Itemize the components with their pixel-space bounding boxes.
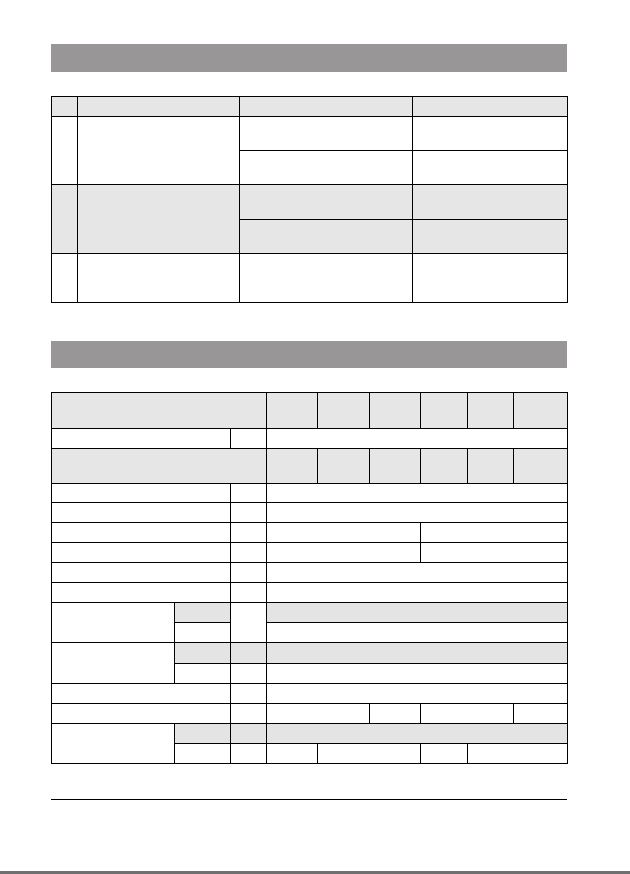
table-cell <box>240 117 413 151</box>
footer-rule <box>51 799 567 800</box>
table-cell <box>421 449 468 484</box>
table-cell <box>231 704 267 724</box>
table-cell <box>421 393 468 429</box>
table-cell <box>370 393 421 429</box>
table-cell <box>413 219 568 253</box>
table-cell <box>231 684 267 704</box>
table-cell <box>231 583 267 603</box>
table-cell <box>413 151 568 185</box>
table-cell <box>318 449 370 484</box>
table-cell <box>413 117 568 151</box>
table-cell <box>468 449 514 484</box>
table-cell <box>231 643 267 664</box>
table-cell <box>175 664 231 684</box>
table-cell <box>52 704 231 724</box>
table-cell <box>231 744 267 764</box>
table-cell <box>52 583 231 603</box>
table-2 <box>51 392 568 764</box>
table-cell <box>267 503 568 523</box>
table-cell <box>52 543 231 563</box>
table-row <box>52 603 568 623</box>
table-cell <box>52 684 231 704</box>
table-row <box>52 117 568 151</box>
table-row <box>52 393 568 429</box>
table-cell <box>231 724 267 744</box>
table-cell <box>78 185 240 253</box>
table-cell <box>267 429 568 449</box>
table-cell <box>267 583 568 603</box>
table-cell <box>468 744 568 764</box>
table-cell <box>175 623 231 643</box>
table-cell <box>468 393 514 429</box>
table-cell <box>231 563 267 583</box>
table-cell <box>240 185 413 219</box>
table-cell <box>175 744 231 764</box>
table-row <box>52 523 568 543</box>
table-cell <box>421 744 468 764</box>
table-cell <box>52 253 78 302</box>
table-cell <box>231 484 267 503</box>
table-cell <box>267 744 318 764</box>
table-1-header-row <box>52 97 568 117</box>
table-row <box>52 583 568 603</box>
table-cell <box>267 543 421 563</box>
table-row <box>52 684 568 704</box>
table-cell <box>240 253 413 302</box>
table-cell <box>267 724 568 744</box>
table-cell <box>52 523 231 543</box>
table-row <box>52 543 568 563</box>
table-1 <box>51 96 568 303</box>
table-cell <box>231 429 267 449</box>
table-cell <box>231 603 267 643</box>
table-cell <box>267 664 568 684</box>
table-cell <box>514 449 568 484</box>
table-row <box>52 503 568 523</box>
table-cell <box>231 664 267 684</box>
table-row <box>52 563 568 583</box>
table-cell <box>231 503 267 523</box>
table-cell <box>175 603 231 623</box>
table-cell <box>413 185 568 219</box>
table-cell <box>267 704 370 724</box>
table-cell <box>267 449 318 484</box>
table-cell <box>370 449 421 484</box>
table-cell <box>318 744 421 764</box>
table-cell <box>52 603 175 643</box>
table-cell <box>52 117 78 185</box>
table-cell <box>267 484 568 503</box>
table-cell <box>514 393 568 429</box>
table-cell <box>52 724 175 764</box>
table-cell <box>267 563 568 583</box>
table-row <box>52 643 568 664</box>
table-cell <box>267 393 318 429</box>
table-cell <box>52 429 231 449</box>
table-cell <box>52 97 78 117</box>
section-header-2 <box>51 341 567 368</box>
table-cell <box>78 117 240 185</box>
table-cell <box>514 704 568 724</box>
table-cell <box>175 724 231 744</box>
table-cell <box>267 684 568 704</box>
table-cell <box>421 523 568 543</box>
table-cell <box>231 543 267 563</box>
table-cell <box>421 704 514 724</box>
table-row <box>52 484 568 503</box>
table-cell <box>52 643 175 684</box>
table-cell <box>240 97 413 117</box>
table-cell <box>413 253 568 302</box>
table-cell <box>267 643 568 664</box>
table-row <box>52 253 568 302</box>
table-cell <box>52 449 267 484</box>
table-row <box>52 185 568 219</box>
section-header-1 <box>51 44 567 72</box>
table-cell <box>370 704 421 724</box>
table-row <box>52 724 568 744</box>
table-cell <box>52 484 231 503</box>
table-cell <box>231 523 267 543</box>
table-cell <box>240 219 413 253</box>
table-cell <box>318 393 370 429</box>
table-cell <box>78 253 240 302</box>
table-cell <box>267 623 568 643</box>
table-row <box>52 704 568 724</box>
table-cell <box>52 185 78 253</box>
table-row <box>52 429 568 449</box>
table-cell <box>413 97 568 117</box>
table-cell <box>240 151 413 185</box>
table-cell <box>267 523 421 543</box>
table-cell <box>78 97 240 117</box>
table-cell <box>52 563 231 583</box>
table-cell <box>52 393 267 429</box>
table-row <box>52 449 568 484</box>
table-cell <box>421 543 568 563</box>
table-cell <box>175 643 231 664</box>
table-cell <box>52 503 231 523</box>
table-cell <box>267 603 568 623</box>
